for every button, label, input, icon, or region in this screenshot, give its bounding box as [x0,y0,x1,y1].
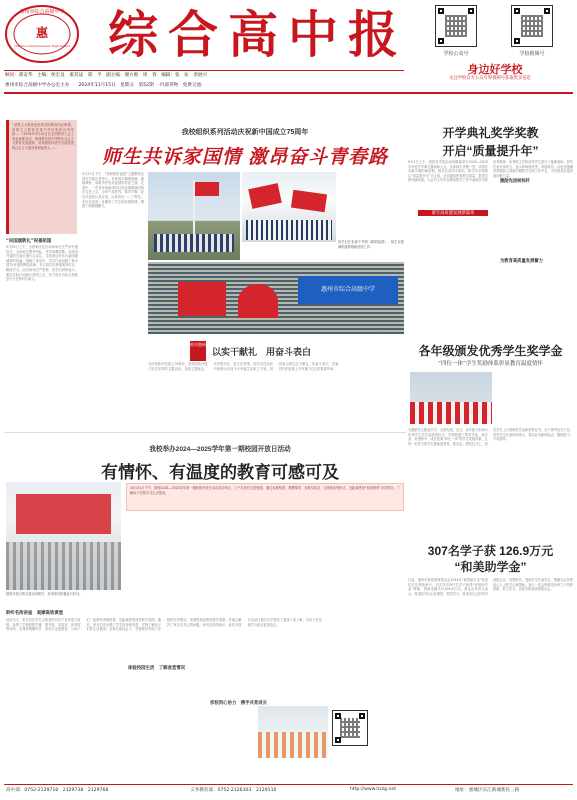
banner-label: 惠州市综合高级中学 [298,276,398,304]
article5-sub3: 家校同心协力 携手共育成长 [210,701,268,706]
qr-video-account[interactable] [511,5,553,47]
article5-sub2: 体验校园生活 了解食堂情况 [128,666,186,671]
open-day-photo [6,482,121,590]
article1-kicker: 我校组织系列活动庆祝新中国成立75周年 [181,129,309,136]
quote-box: “爱国主义教育是世界各国教育的必修课，爱国主义教育也是中华民族的优秀传统……”2018年9月10日在全国教育大会上发表重要讲话，强调要坚持中国特色社会主义教育发展道路，培养德智体美劳全面发展的社会主义建设者和接班人…… [6,120,77,234]
newspaper-title: 综合高中报 [108,5,408,64]
issue-info: 惠州市综合高级中学办公室主办 2024年11月15日 星期五 第52期 ·内部刊物 免费交流· [5,83,203,88]
article4-body: 日前，惠州市和美教育基金会2024年“和美助学金”发放仪式在我校举行。本次共有307名学子获得“和美助学金”资助，资助金额共计126.9万元。基金会负责人表示，希望同学们心怀感恩、刻苦学习，将来用自己的所学回报社会、回馈家乡。受助学生代表发言，感谢社会各界爱心人士的关心和帮助，表示一定会珍惜这份来之不易的资助，努力学习，以优异的成绩回报社会。 [408,578,573,596]
article5-headline: 有情怀、有温度的教育可感可及 [101,463,339,482]
article1-sub3: 以实干献礼 用奋斗表白 [212,347,312,357]
article3-body: 为激励学生勤奋学习、全面发展，近日，各年级分别举行优秀学生奖学金颁发仪式。学校构建了集奖学金、助学金、荣誉称号、成长档案“四位一体”的学生奖励体系，让每一位努力的学生都能被看见、被肯定。颁奖仪式上，获奖学生上台领取奖学金和荣誉证书，台下掌声经久不息。获奖学生代表纷纷表示，将以此为新的起点，继续努力，不负韶华。 [408,428,573,446]
section-divider [4,432,406,433]
stadium-banner-photo [148,262,404,334]
slogan: 身边好学校 [467,64,523,76]
article4-headline: 307名学子获 126.9万元 [427,544,554,558]
footer-tel: 高中部：0752-2129718 2129738 2129768 [6,788,109,793]
article5-sub1: 聆听名师讲座 观摩高效课堂 [6,611,64,616]
footer-address: 地址：惠城区东江新城新民三路 [455,788,520,793]
photo-caption-2: 校园开放日的丰富活动吸引，获得家长积极参与好评。 [6,592,83,596]
flag-chorus-photo [242,172,336,242]
qr-public-label: 学校公众号 [443,51,469,57]
flag-raising-photo [148,172,240,260]
article1-body-mid: 9月27日下午，“我和我的祖国”主题歌咏比赛在学校礼堂举行。各班同学精神饱满、激情满怀，用歌声抒发对祖国的热爱之情。比赛中，一首首耳熟能详的红色经典歌曲回荡在礼堂上空，全场气氛热烈，掌声不断。经过评委的认真评选，比赛决出一二三等奖。本次比赛进一步激发了学生的爱国热情，增强了班级凝聚力。 [82,172,144,209]
svg-text:惠: 惠 [35,26,49,40]
article2-sub1: 谱写高质量发展新篇章 [418,210,488,216]
staff-line: 顾问：郑安华 主编：侯宏良 康其法 郑 平 副主编：谢方惠 周 春 编辑：张 坊 余展兴 [5,73,208,78]
article3-headline: 各年级颁发优秀学生奖学金 [418,344,563,358]
footer-tel2: 义务教育部：0752-2126303 2129110 [190,788,277,793]
logo-ring-text: 惠州市综合高级中学 [19,9,65,15]
slogan-sub: 关注学校官方公众号和视频号获取更多信息 [449,76,531,81]
article1-body-left: 9月30日上午，全校师生在运动场举行庄严的升旗仪式，全体师生整齐列队，齐声高唱国歌，向冉冉升起的五星红旗行注目礼，共同表达对伟大祖国最诚挚的祝福。国旗下讲话中，学生代表回顾了新中国75年来的辉煌成就，号召同学们珍惜美好时光，勤奋学习。活动现场庄严肃穆，同学们纷纷表示，要以实际行动践行爱国之志，努力成长为担当民族复兴大任的时代新人。 [6,245,78,282]
article4-headline2: “和美助学金” [454,560,527,574]
article1-headline: 师生共诉家国情 激昂奋斗青春路 [101,147,389,168]
article2-sub3: 为教育高质量发展蓄力 [500,259,543,264]
article3-sub: “四位一体”学生奖励体系彰显教育温度情怀 [438,361,543,367]
article5-body: 活动当天，家长们在学生志愿者的引导下有序进入校园，参观了学校的教学楼、图书馆、实验室、体育馆等场所。在课堂观摩环节，家长们走进教室，与孩子们一起聆听老师授课，近距离感受课堂教学氛围。随后，家长们还参观了学生宿舍和食堂，详细了解孩子们的生活情况。在家长座谈会上，学校领导介绍了学校的办学理念、发展规划及教育教学成果，并耐心解答了家长们关心的问题。家长们纷纷表示，此次开放日活动让他们对学校有了更深入的了解，对孩子在这里学习成长更加放心。 [6,618,322,632]
article2-sub2: 激励先进树标杆 [500,179,531,184]
qr-public-account[interactable] [435,5,477,47]
article1-sub1: “向国旗敬礼”祝福祖国 [6,239,52,244]
masthead-bottom-rule [4,92,573,94]
article5-lead: 10月31日下午，我校2024—2025学年第一期校园开放日活动成功举办，上千名家长走进校园，通过参观校园、观摩课堂、参观实验室、交流座谈等形式，近距离感受“和美教育”办学理念，了解孩子在校学习生活情况。 [126,483,404,511]
article1-body-right: 为庆祝新中国成立75周年，学校组织开展了形式多样的主题活动，包括主题班会、手抄报评比、征文比赛等。同学们在活动中深刻认识到今天幸福生活来之不易，纷纷表示将以实干献礼，用奋斗表白，在新时代的征程上书写属于自己的青春华章。 [148,362,339,371]
canteen-photo [258,706,328,758]
qr-article-link[interactable] [332,710,368,746]
footer-rule [4,784,573,785]
qr-video-label: 学校视频号 [519,51,545,57]
logo-en-text: Huizhou Comprehensive High School [14,44,70,48]
article2-kicker: 开学典礼奖学奖教 [442,126,539,140]
scholarship-photo [410,372,492,424]
masthead-rule [4,70,404,71]
related-link-tag: 相关链接 [190,341,206,361]
article2-body: 9月1日上午，我校在学校运动场隆重举行2024—2025学年度开学典礼暨表彰大会。全体师生齐聚一堂，共同开启新学期的新征程。校长在讲话中指出，新学年学校将以“质量提升年”为主线，全面提高教育教学质量，推进学校内涵发展。大会对上学年在教育教学工作中表现突出的优秀教师、优秀班主任和优秀学生进行了隆重表彰。获奖代表分别发言，表示将珍惜荣誉，再接再厉，以更加饱满的热情投入到新学期的学习和工作中去，为学校高质量发展贡献力量。 [408,160,573,183]
photo-caption-1: 同学们在彩旗下齐唱《歌唱祖国》，师生以饱满的激情唱响爱国之声。 [338,240,404,249]
article5-kicker: 我校举办2024—2025学年第一期校园开放日活动 [149,446,291,453]
footer-web[interactable]: http://www.hzzg.net [350,787,397,792]
article2-headline: 开启“质量提升年” [442,144,539,158]
